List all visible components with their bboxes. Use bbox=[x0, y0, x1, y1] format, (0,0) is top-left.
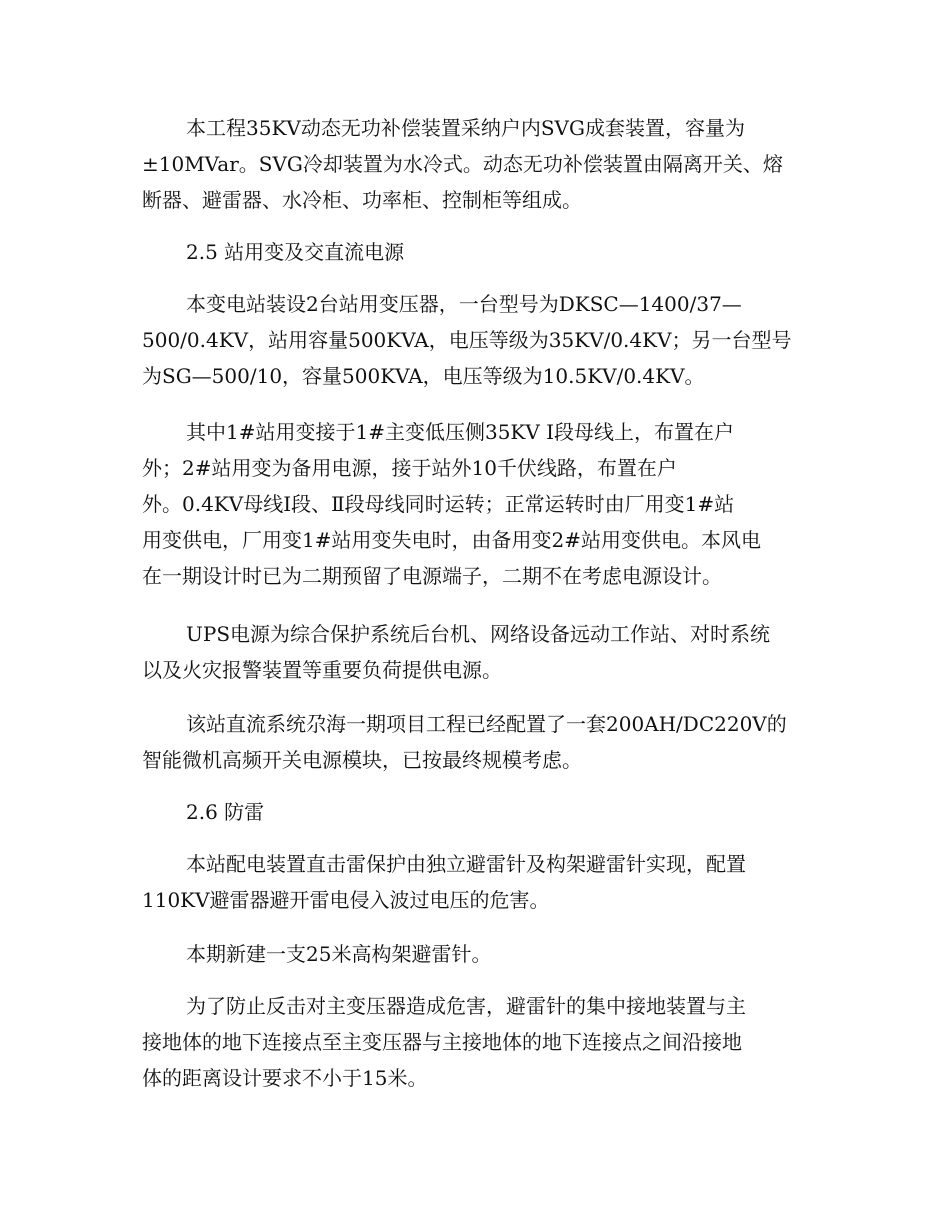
paragraph-lightning-protection bbox=[142, 846, 812, 918]
paragraph-station-transformers bbox=[142, 286, 812, 394]
text-line: 500/0.4KV，站用容量500KVA，电压等级为35KV/0.4KV；另一台型号 bbox=[142, 328, 792, 352]
text-line: 体的距离设计要求不小于15米。 bbox=[142, 1066, 428, 1090]
text-line: 其中1#站用变接于1#主变低压侧35KV Ⅰ段母线上，布置在户 bbox=[186, 420, 735, 444]
text-line: 在一期设计时已为二期预留了电源端子，二期不在考虑电源设计。 bbox=[142, 564, 722, 588]
text-line: 智能微机高频开关电源模块，已按最终规模考虑。 bbox=[142, 748, 582, 772]
text-line: 为了防止反击对主变压器造成危害，避雷针的集中接地装置与主 bbox=[186, 994, 746, 1018]
paragraph-ups bbox=[142, 616, 812, 688]
section-heading-2-5: 2.5 站用变及交直流电源 bbox=[186, 240, 405, 264]
paragraph-power-supply bbox=[142, 414, 812, 594]
text-line: UPS电源为综合保护系统后台机、网络设备远动工作站、对时系统 bbox=[186, 622, 771, 646]
text-line: 用变供电，厂用变1#站用变失电时，由备用变2#站用变供电。本风电 bbox=[142, 528, 761, 552]
text-line: 该站直流系统尕海一期项目工程已经配置了一套200AH/DC220V的 bbox=[186, 712, 787, 736]
text-line: 以及火灾报警装置等重要负荷提供电源。 bbox=[142, 658, 502, 682]
text-line: 接地体的地下连接点至主变压器与主接地体的地下连接点之间沿接地 bbox=[142, 1030, 742, 1054]
text-line: 本站配电装置直击雷保护由独立避雷针及构架避雷针实现，配置 bbox=[186, 852, 746, 876]
text-line: 110KV避雷器避开雷电侵入波过电压的危害。 bbox=[142, 888, 550, 912]
text-line: ±10MVar。SVG冷却装置为水冷式。动态无功补偿装置由隔离开关、熔 bbox=[142, 152, 783, 176]
paragraph-svg-compensation bbox=[142, 110, 812, 218]
text-line: 本变电站装设2台站用变压器，一台型号为DKSC—1400/37— bbox=[186, 292, 742, 316]
paragraph-new-lightning-rod bbox=[142, 936, 812, 972]
text-line: 断器、避雷器、水冷柜、功率柜、控制柜等组成。 bbox=[142, 188, 582, 212]
text-line: 外。0.4KV母线Ⅰ段、Ⅱ段母线同时运转；正常运转时由厂用变1#站 bbox=[142, 492, 735, 516]
paragraph-grounding-distance bbox=[142, 988, 812, 1096]
text-line: 为SG—500/10，容量500KVA，电压等级为10.5KV/0.4KV。 bbox=[142, 364, 705, 388]
section-heading-2-6: 2.6 防雷 bbox=[186, 800, 265, 824]
text-line: 本期新建一支25米高构架避雷针。 bbox=[186, 942, 492, 966]
text-line: 外；2#站用变为备用电源，接于站外10千伏线路，布置在户 bbox=[142, 456, 677, 480]
text-line: 本工程35KV动态无功补偿装置采纳户内SVG成套装置，容量为 bbox=[186, 116, 745, 140]
paragraph-dc-system bbox=[142, 706, 812, 778]
